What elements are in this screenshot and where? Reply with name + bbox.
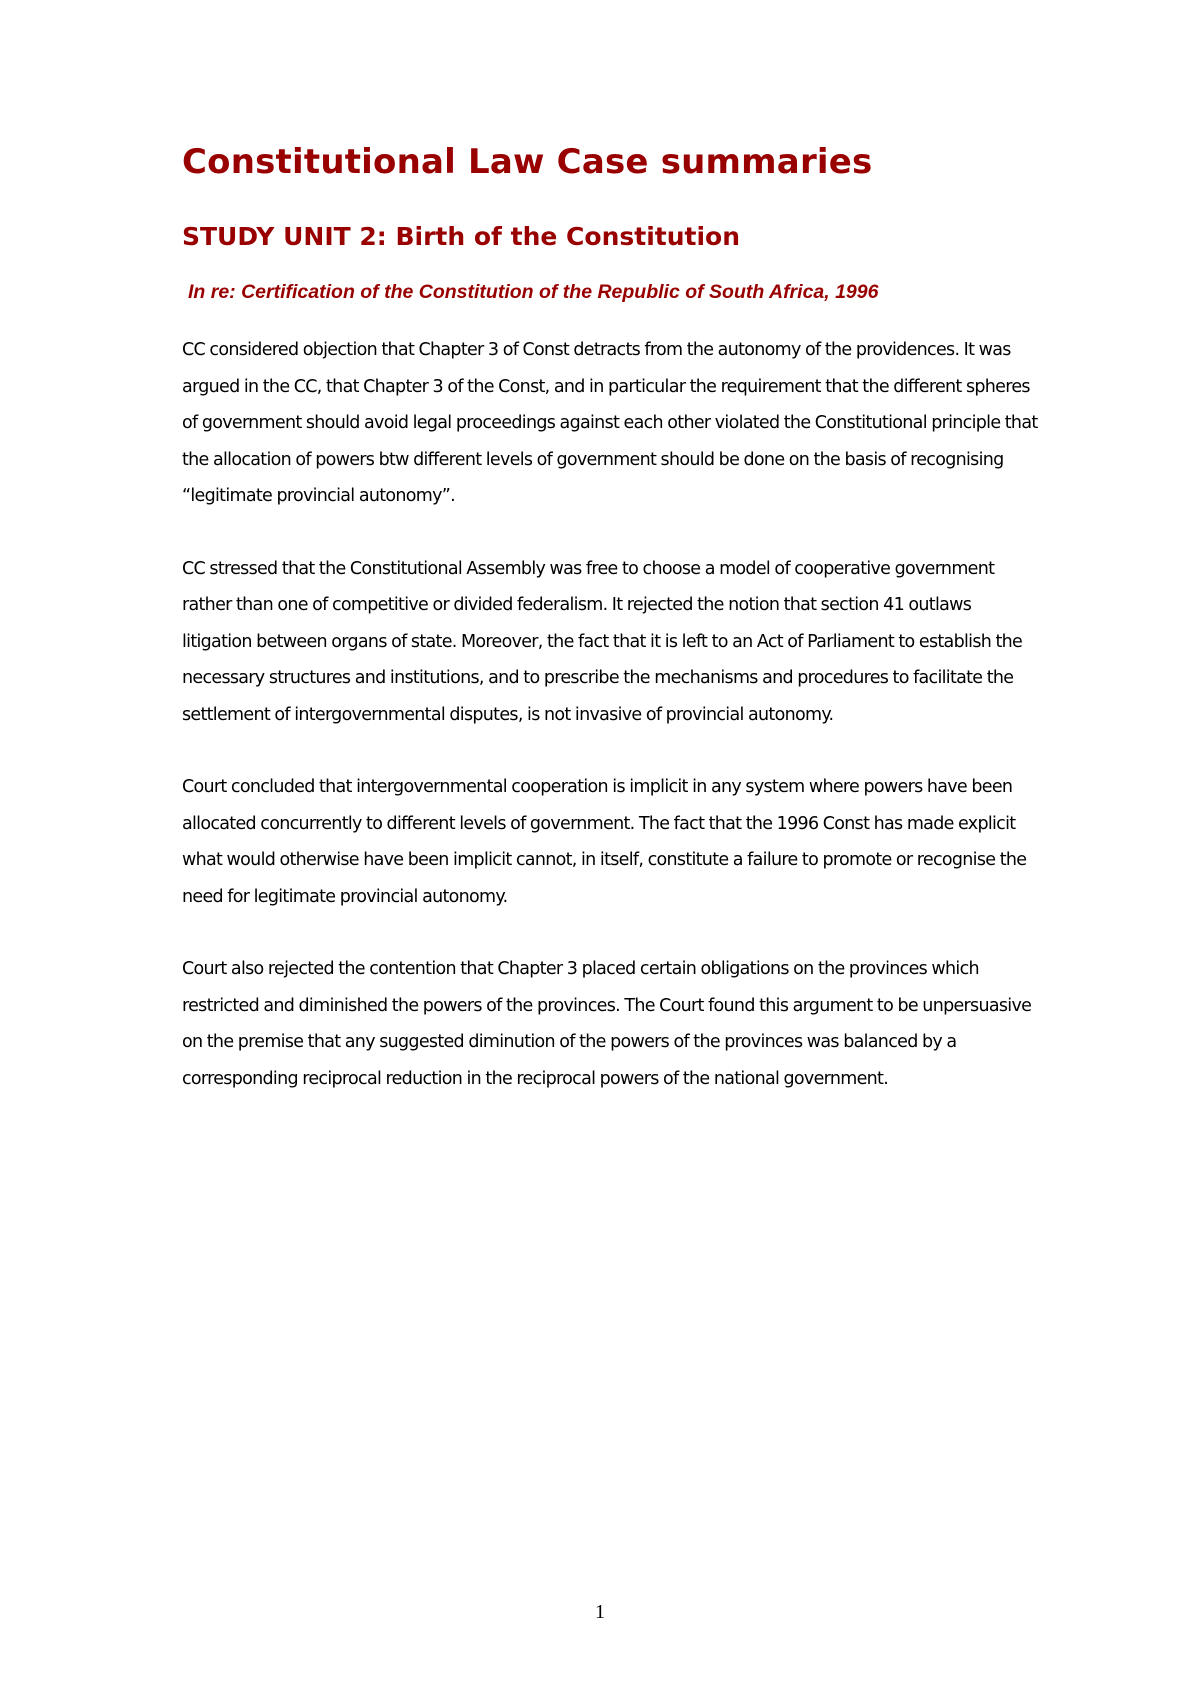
paragraph-chapter-3-obligations: Court also rejected the contention that Chapter 3 placed certain obligations on the provinces which restricted and diminished the powers of the provinces. The Court found this argument to be unpersuasive on the premise that any suggested diminution of the powers of the provinces was balanced by a corresponding reciprocal reduction in the reciprocal powers of the national government. <box>182 959 1032 1089</box>
page-number: 1 <box>595 1601 605 1623</box>
paragraph-intergovernmental-cooperation: Court concluded that intergovernmental cooperation is implicit in any system where powers have been allocated concurrently to different levels of government. The fact that the 1996 Const has made explicit what would otherwise have been implicit cannot, in itself, constitute a failure to promote or recognise the need for legitimate provincial autonomy. <box>182 777 1027 907</box>
page-content <box>182 140 1042 1097</box>
study-unit-heading: STUDY UNIT 2: Birth of the Constitution <box>182 222 741 251</box>
paragraph-cooperative-government: CC stressed that the Constitutional Assembly was free to choose a model of cooperative government rather than one of competitive or divided federalism. It rejected the notion that section 41 outlaws litigation between organs of state. Moreover, the fact that it is left to an Act of Parliament to establish the necessary structures and institutions, and to prescribe the mechanisms and procedures to facilitate the settlement of intergovernmental disputes, is not invasive of provincial autonomy. <box>182 558 1023 725</box>
paragraph-objection: CC considered objection that Chapter 3 of Const detracts from the autonomy of the providences. It was argued in the CC, that Chapter 3 of the Const, and in particular the requirement that the different spheres of government should avoid legal proceedings against each other violated the Constitutional principle that the allocation of powers btw different levels of government should be done on the basis of recognising “legitimate provincial autonomy”. <box>182 340 1038 506</box>
case-heading: In re: Certification of the Constitution of the Republic of South Africa, 1996 <box>188 281 879 303</box>
document-title: Constitutional Law Case summaries <box>182 142 873 182</box>
